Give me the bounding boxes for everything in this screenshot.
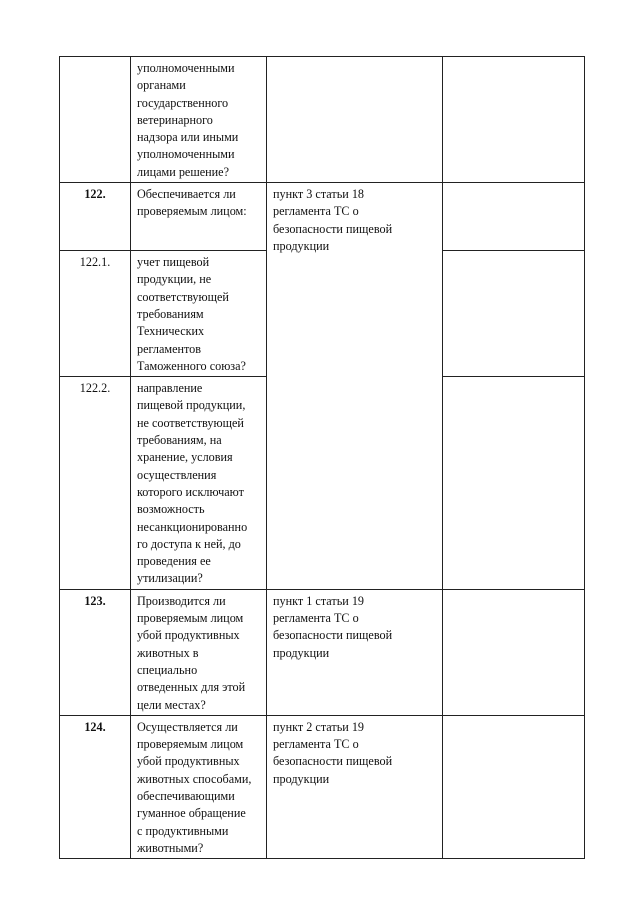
text-line: уполномоченными <box>137 61 235 75</box>
item-number: 122.1. <box>60 251 131 377</box>
item-number: 124. <box>60 715 131 858</box>
text-line: обеспечивающими <box>137 788 235 803</box>
text-line: убой продуктивных <box>137 628 240 643</box>
item-number: 123. <box>60 589 131 715</box>
requirement-cell <box>267 183 443 590</box>
text-line: требованиям <box>137 306 204 321</box>
text-line: Производится ли <box>137 593 226 608</box>
requirement-cell <box>267 589 443 715</box>
text-line: специально <box>137 662 198 677</box>
note-cell <box>443 377 585 590</box>
text-line: уполномоченными <box>137 147 235 162</box>
table-row <box>60 589 585 715</box>
text-line: осуществления <box>137 467 217 482</box>
requirement-cell <box>267 715 443 858</box>
text-line: пункт 2 статьи 19 <box>273 719 365 734</box>
text-line: возможность <box>137 502 205 517</box>
text-line: утилизации? <box>137 571 203 586</box>
text-line: государственного <box>137 95 229 110</box>
text-line: Осуществляется ли <box>137 719 238 734</box>
table-row <box>60 57 585 183</box>
text-line: лицами решение? <box>137 164 229 179</box>
item-number: 122. <box>60 183 131 251</box>
text-line: гуманное обращение <box>137 806 246 821</box>
text-line: безопасности пищевой <box>273 628 393 643</box>
text-line: животных способами, <box>137 771 252 786</box>
table-row <box>60 715 585 858</box>
text-line: проверяемым лицом <box>137 737 244 752</box>
text-line: регламента ТС о <box>273 204 359 219</box>
text-line: требованиям, на <box>137 433 222 448</box>
item-number <box>60 57 131 183</box>
text-line: продукции, не <box>137 272 212 287</box>
text-line: направление <box>137 381 203 396</box>
question-cell <box>131 57 267 183</box>
text-line: которого исключают <box>137 484 244 499</box>
text-line: проведения ее <box>137 554 211 569</box>
text-line: надзора или иными <box>137 130 239 145</box>
text-line: хранение, условия <box>137 450 233 465</box>
text-line: регламента ТС о <box>273 611 359 626</box>
checklist-page <box>59 56 584 859</box>
text-line: животными? <box>137 840 204 855</box>
note-cell <box>443 715 585 858</box>
text-line: пункт 3 статьи 18 <box>273 187 365 202</box>
text-line: го доступа к ней, до <box>137 536 241 551</box>
question-cell <box>131 589 267 715</box>
question-cell <box>131 251 267 377</box>
text-line: несанкционированно <box>137 519 248 534</box>
checklist-body <box>60 57 585 859</box>
note-cell <box>443 57 585 183</box>
text-line: продукции <box>273 771 330 786</box>
text-line: безопасности пищевой <box>273 221 393 236</box>
text-line: проверяемым лицом: <box>137 204 247 219</box>
text-line: органами <box>137 78 186 93</box>
text-line: регламента ТС о <box>273 737 359 752</box>
text-line: ветеринарного <box>137 112 213 127</box>
text-line: животных в <box>137 645 199 660</box>
text-line: пункт 1 статьи 19 <box>273 593 365 608</box>
text-line: продукции <box>273 238 330 253</box>
text-line: проверяемым лицом <box>137 611 244 626</box>
text-line: учет пищевой <box>137 255 210 270</box>
text-line: Таможенного союза? <box>137 358 246 373</box>
note-cell <box>443 589 585 715</box>
text-line: убой продуктивных <box>137 754 240 769</box>
question-cell <box>131 715 267 858</box>
text-line: Технических <box>137 324 205 339</box>
note-cell <box>443 251 585 377</box>
text-line: пищевой продукции, <box>137 398 246 413</box>
question-cell <box>131 183 267 251</box>
text-line: регламентов <box>137 341 202 356</box>
text-line: продукции <box>273 645 330 660</box>
text-line: цели местах? <box>137 697 206 712</box>
text-line: соответствующей <box>137 289 229 304</box>
text-line: с продуктивными <box>137 823 229 838</box>
text-line: безопасности пищевой <box>273 754 393 769</box>
question-cell <box>131 377 267 590</box>
note-cell <box>443 183 585 251</box>
text-line: не соответствующей <box>137 415 244 430</box>
table-row <box>60 183 585 251</box>
text-line: Обеспечивается ли <box>137 187 236 202</box>
checklist-table <box>59 56 585 859</box>
requirement-cell <box>267 57 443 183</box>
text-line: отведенных для этой <box>137 680 246 695</box>
item-number: 122.2. <box>60 377 131 590</box>
